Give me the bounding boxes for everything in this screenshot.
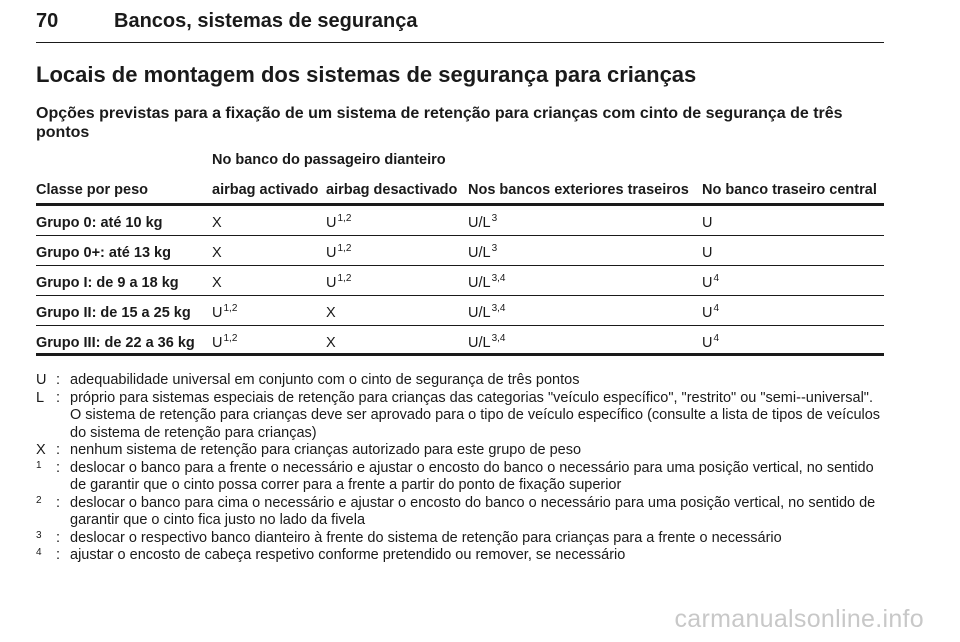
cell-footnote-ref: 1,2 [337,273,352,284]
table-cell [468,305,505,321]
cell-value: X [212,215,222,231]
page-number: 70 [36,10,59,32]
note-key: 3 [36,529,42,541]
note-text: deslocar o banco para a frente o necessário e ajustar o encosto do banco o necessário para uma posição vertical, no sentido de garantir que o cinto possa correr para a frente a partir do ponto de fixação superior [70,459,874,493]
cell-footnote-ref: 3,4 [491,273,506,284]
note-separator: : [56,459,61,476]
note-text: deslocar o respectivo banco dianteiro à frente do sistema de retenção para crianças para a frente o necessário [70,529,782,546]
cell-footnote-ref: 4 [713,333,720,344]
note-key: L [36,389,45,406]
cell-footnote-ref: 3,4 [491,303,506,314]
table-cell [212,245,222,261]
column-header-center-rear: No banco traseiro central [702,182,877,198]
cell-value: U [212,335,223,351]
table-cell [326,335,336,351]
page-title: Locais de montagem dos sistemas de segurança para crianças [36,62,697,87]
cell-value: U [702,335,713,351]
legend-note [36,372,886,390]
table-cell [212,305,237,321]
legend-note [36,460,886,495]
column-header-outer-rear: Nos bancos exteriores traseiros [468,182,689,198]
cell-value: U/L [468,245,491,261]
note-text: ajustar o encosto de cabeça respetivo conforme pretendido ou remover, se necessário [70,547,626,563]
note-text: adequabilidade universal em conjunto com o cinto de segurança de três pontos [70,372,580,388]
cell-value: U [702,275,713,291]
note-key: 2 [36,494,42,506]
cell-footnote-ref: 3 [491,243,498,254]
watermark: carmanualsonline.info [674,605,924,633]
cell-value: U/L [468,275,491,291]
legend-note [36,495,886,530]
table-cell [468,275,505,291]
cell-footnote-ref: 1,2 [223,303,238,314]
table-row [36,296,884,326]
table-row [36,326,884,356]
table-cell-class: Grupo II: de 15 a 25 kg [36,305,191,321]
table-cell [702,335,719,351]
cell-value: U/L [468,215,491,231]
table-cell [468,335,505,351]
note-key: U [36,372,47,388]
cell-value: U [212,305,223,321]
cell-value: U [326,245,337,261]
cell-footnote-ref: 1,2 [337,213,352,224]
note-separator: : [56,442,61,458]
legend-note [36,547,886,565]
legend-note [36,442,886,460]
table-cell-class: Grupo 0: até 10 kg [36,215,163,231]
table-cell [326,245,351,261]
table-cell [702,275,719,291]
section-title: Bancos, sistemas de segurança [114,10,418,32]
note-separator: : [56,494,61,511]
note-separator: : [56,529,61,546]
note-key: X [36,442,46,458]
note-separator: : [56,372,61,388]
legend-note [36,390,886,443]
note-text: nenhum sistema de retenção para crianças autorizado para este grupo de peso [70,442,582,458]
subtitle: Opções previstas para a fixação de um sistema de retenção para crianças com cinto de segurança de três pontos [36,105,843,141]
table-cell [326,275,351,291]
cell-value: X [212,275,222,291]
table-cell [702,305,719,321]
cell-value: U [702,305,713,321]
legend-note [36,530,886,548]
table-cell [468,245,497,261]
column-header-airbag-on: airbag activado [212,182,319,198]
table-cell-class: Grupo 0+: até 13 kg [36,245,171,261]
cell-value: U [326,215,337,231]
note-text: deslocar o banco para cima o necessário e ajustar o encosto do banco o necessário para uma posição vertical, no sentido de garantir que o cinto fica justo no lado da fivela [70,494,876,528]
note-key: 1 [36,459,42,471]
cell-value: X [326,335,336,351]
cell-value: U [702,245,713,261]
table-cell [212,215,222,231]
legend-notes [36,372,886,565]
table-cell [212,275,222,291]
table-cell [702,245,712,261]
cell-footnote-ref: 4 [713,303,720,314]
table-cell-class: Grupo III: de 22 a 36 kg [36,335,195,351]
table-row [36,236,884,266]
column-header-airbag-off: airbag desactivado [326,182,458,198]
table-cell [326,305,336,321]
table-cell [212,335,237,351]
note-separator: : [56,389,61,406]
table-cell-class: Grupo I: de 9 a 18 kg [36,275,179,291]
cell-value: X [326,305,336,321]
page-header [36,2,884,43]
note-separator: : [56,547,61,563]
row-rule [36,353,884,356]
cell-value: U/L [468,335,491,351]
cell-footnote-ref: 4 [713,273,720,284]
column-header-weight-class: Classe por peso [36,182,149,198]
table-cell [326,215,351,231]
cell-value: U [702,215,713,231]
note-text: próprio para sistemas especiais de retenção para crianças das categorias "veículo específico", "restrito" ou "semi--universal". O sistema de retenção para crianças deve ser aprovado para o tipo de veículo específico (consulte a lista de tipos de veículos do sistema de retenção para crianças) [70,389,881,441]
table-cell [468,215,497,231]
cell-value: X [212,245,222,261]
cell-value: U/L [468,305,491,321]
group-header-front-passenger: No banco do passageiro dianteiro [212,152,446,168]
cell-footnote-ref: 3 [491,213,498,224]
cell-footnote-ref: 3,4 [491,333,506,344]
table-row [36,206,884,236]
table-row [36,266,884,296]
table-cell [702,215,712,231]
note-key: 4 [36,547,42,558]
cell-footnote-ref: 1,2 [337,243,352,254]
cell-footnote-ref: 1,2 [223,333,238,344]
cell-value: U [326,275,337,291]
